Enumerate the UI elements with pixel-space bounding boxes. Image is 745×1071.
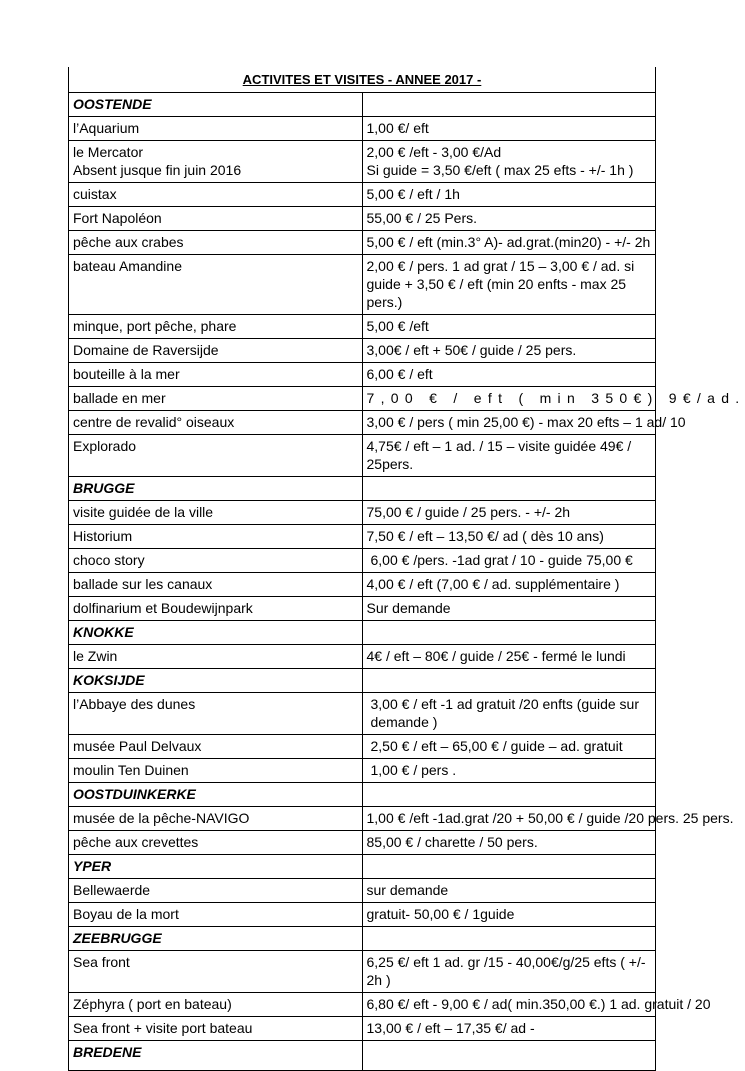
activity-price: 6,80 €/ eft - 9,00 € / ad( min.350,00 €.) 1 ad. gratuit / 20 xyxy=(367,995,652,1013)
activity-price: 13,00 € / eft – 17,35 €/ ad - xyxy=(362,1017,656,1041)
table-row xyxy=(69,759,656,783)
activity-name: minque, port pêche, phare xyxy=(69,315,363,339)
table-row xyxy=(69,255,656,315)
table-row xyxy=(69,117,656,141)
activity-price: sur demande xyxy=(362,879,656,903)
activity-price-cell xyxy=(362,807,656,831)
activity-name: l’Aquarium xyxy=(69,117,363,141)
table-row xyxy=(69,141,656,183)
activity-name: dolfinarium et Boudewijnpark xyxy=(69,597,363,621)
section-title-koksijde: KOKSIJDE xyxy=(69,669,363,693)
activity-name: cuistax xyxy=(69,183,363,207)
table-row xyxy=(69,735,656,759)
table-row xyxy=(69,525,656,549)
activity-price: gratuit- 50,00 € / 1guide xyxy=(362,903,656,927)
activity-name: ballade en mer xyxy=(69,387,363,411)
section-row xyxy=(69,669,656,693)
activity-price: 4,00 € / eft (7,00 € / ad. supplémentaire ) xyxy=(362,573,656,597)
section-title-oostende: OOSTENDE xyxy=(69,93,363,117)
activity-name: Sea front xyxy=(69,951,363,993)
activity-price-cell xyxy=(362,411,656,435)
table-row xyxy=(69,693,656,735)
empty-cell xyxy=(362,621,656,645)
table-row xyxy=(69,993,656,1017)
activity-price: 7,00 € / eft ( min 350€) 9€/ad. xyxy=(367,390,745,406)
empty-cell xyxy=(362,783,656,807)
table-row xyxy=(69,231,656,255)
activity-price: 1,00 €/ eft xyxy=(362,117,656,141)
activity-price: 5,00 € / eft (min.3° A)- ad.grat.(min20) - +/- 2h xyxy=(362,231,656,255)
section-row xyxy=(69,621,656,645)
section-row xyxy=(69,927,656,951)
activity-name: moulin Ten Duinen xyxy=(69,759,363,783)
activity-price: 1,00 € / pers . xyxy=(362,759,656,783)
empty-cell xyxy=(362,927,656,951)
activity-price: 55,00 € / 25 Pers. xyxy=(362,207,656,231)
activity-name: ballade sur les canaux xyxy=(69,573,363,597)
activity-name: musée de la pêche-NAVIGO xyxy=(69,807,363,831)
section-title-brugge: BRUGGE xyxy=(69,477,363,501)
table-row xyxy=(69,831,656,855)
activity-name: centre de revalid° oiseaux xyxy=(69,411,363,435)
table-row xyxy=(69,807,656,831)
table-row xyxy=(69,879,656,903)
activity-name: pêche aux crabes xyxy=(69,231,363,255)
activities-table xyxy=(68,67,656,1071)
activity-name: bateau Amandine xyxy=(69,255,363,315)
empty-cell xyxy=(362,477,656,501)
activity-price: 5,00 € / eft / 1h xyxy=(362,183,656,207)
activity-name: Bellewaerde xyxy=(69,879,363,903)
section-row xyxy=(69,1041,656,1071)
activity-name: le Mercator xyxy=(73,143,358,161)
activity-price-cell xyxy=(362,141,656,183)
activity-name: Zéphyra ( port en bateau) xyxy=(69,993,363,1017)
activity-price: 1,00 € /eft -1ad.grat /20 + 50,00 € / guide /20 pers. 25 pers. xyxy=(367,809,652,827)
table-row xyxy=(69,315,656,339)
table-row xyxy=(69,1017,656,1041)
table-row xyxy=(69,207,656,231)
activity-name: Boyau de la mort xyxy=(69,903,363,927)
document-title: ACTIVITES ET VISITES - ANNEE 2017 - xyxy=(69,67,656,93)
table-row xyxy=(69,951,656,993)
section-row xyxy=(69,93,656,117)
activity-note: Absent jusque fin juin 2016 xyxy=(73,161,358,179)
activity-price: 3,00 € / eft -1 ad gratuit /20 enfts (guide sur demande ) xyxy=(362,693,656,735)
activity-price: 85,00 € / charette / 50 pers. xyxy=(362,831,656,855)
table-row xyxy=(69,645,656,669)
activity-name-cell xyxy=(69,141,363,183)
activity-price: 6,00 € /pers. -1ad grat / 10 - guide 75,00 € xyxy=(362,549,656,573)
section-row xyxy=(69,477,656,501)
empty-cell xyxy=(362,855,656,879)
table-row xyxy=(69,411,656,435)
activity-price: 2,50 € / eft – 65,00 € / guide – ad. gratuit xyxy=(362,735,656,759)
empty-cell xyxy=(362,669,656,693)
activity-price-cell xyxy=(362,387,656,411)
activity-price: Sur demande xyxy=(362,597,656,621)
activity-price: 4,75€ / eft – 1 ad. / 15 – visite guidée 49€ / 25pers. xyxy=(362,435,656,477)
activity-name: Historium xyxy=(69,525,363,549)
activity-name: l’Abbaye des dunes xyxy=(69,693,363,735)
section-row xyxy=(69,783,656,807)
section-title-knokke: KNOKKE xyxy=(69,621,363,645)
activity-price: 7,50 € / eft – 13,50 €/ ad ( dès 10 ans) xyxy=(362,525,656,549)
activity-name: Explorado xyxy=(69,435,363,477)
empty-cell xyxy=(362,93,656,117)
activity-name: Domaine de Raversijde xyxy=(69,339,363,363)
section-title-bredene: BREDENE xyxy=(69,1041,363,1071)
table-row xyxy=(69,501,656,525)
activity-price: 3,00 € / pers ( min 25,00 €) - max 20 efts – 1 ad/ 10 xyxy=(367,413,652,431)
table-row xyxy=(69,597,656,621)
activity-price: 2,00 € /eft - 3,00 €/Ad xyxy=(367,143,652,161)
table-row xyxy=(69,183,656,207)
table-row xyxy=(69,363,656,387)
activity-price: 75,00 € / guide / 25 pers. - +/- 2h xyxy=(362,501,656,525)
section-title-zeebrugge: ZEEBRUGGE xyxy=(69,927,363,951)
activity-price: 4€ / eft – 80€ / guide / 25€ - fermé le lundi xyxy=(362,645,656,669)
activity-name: bouteille à la mer xyxy=(69,363,363,387)
section-title-yper: YPER xyxy=(69,855,363,879)
table-row xyxy=(69,339,656,363)
activity-price: 6,25 €/ eft 1 ad. gr /15 - 40,00€/g/25 efts ( +/- 2h ) xyxy=(362,951,656,993)
section-title-oostduinkerke: OOSTDUINKERKE xyxy=(69,783,363,807)
activity-name: visite guidée de la ville xyxy=(69,501,363,525)
table-row xyxy=(69,435,656,477)
activity-price: 3,00€ / eft + 50€ / guide / 25 pers. xyxy=(362,339,656,363)
table-row xyxy=(69,573,656,597)
activity-price-cell xyxy=(362,993,656,1017)
table-row xyxy=(69,549,656,573)
empty-cell xyxy=(362,1041,656,1071)
activity-name: choco story xyxy=(69,549,363,573)
table-row xyxy=(69,903,656,927)
activity-name: le Zwin xyxy=(69,645,363,669)
activity-name: Sea front + visite port bateau xyxy=(69,1017,363,1041)
activity-price-guide: Si guide = 3,50 €/eft ( max 25 efts - +/- 1h ) xyxy=(367,161,652,179)
section-row xyxy=(69,855,656,879)
activity-name: musée Paul Delvaux xyxy=(69,735,363,759)
activity-price: 5,00 € /eft xyxy=(362,315,656,339)
activity-price: 6,00 € / eft xyxy=(362,363,656,387)
activity-name: pêche aux crevettes xyxy=(69,831,363,855)
activity-name: Fort Napoléon xyxy=(69,207,363,231)
table-row xyxy=(69,387,656,411)
activity-price: 2,00 € / pers. 1 ad grat / 15 – 3,00 € / ad. si guide + 3,50 € / eft (min 20 enfts - max 25 pers.) xyxy=(362,255,656,315)
title-row xyxy=(69,67,656,93)
